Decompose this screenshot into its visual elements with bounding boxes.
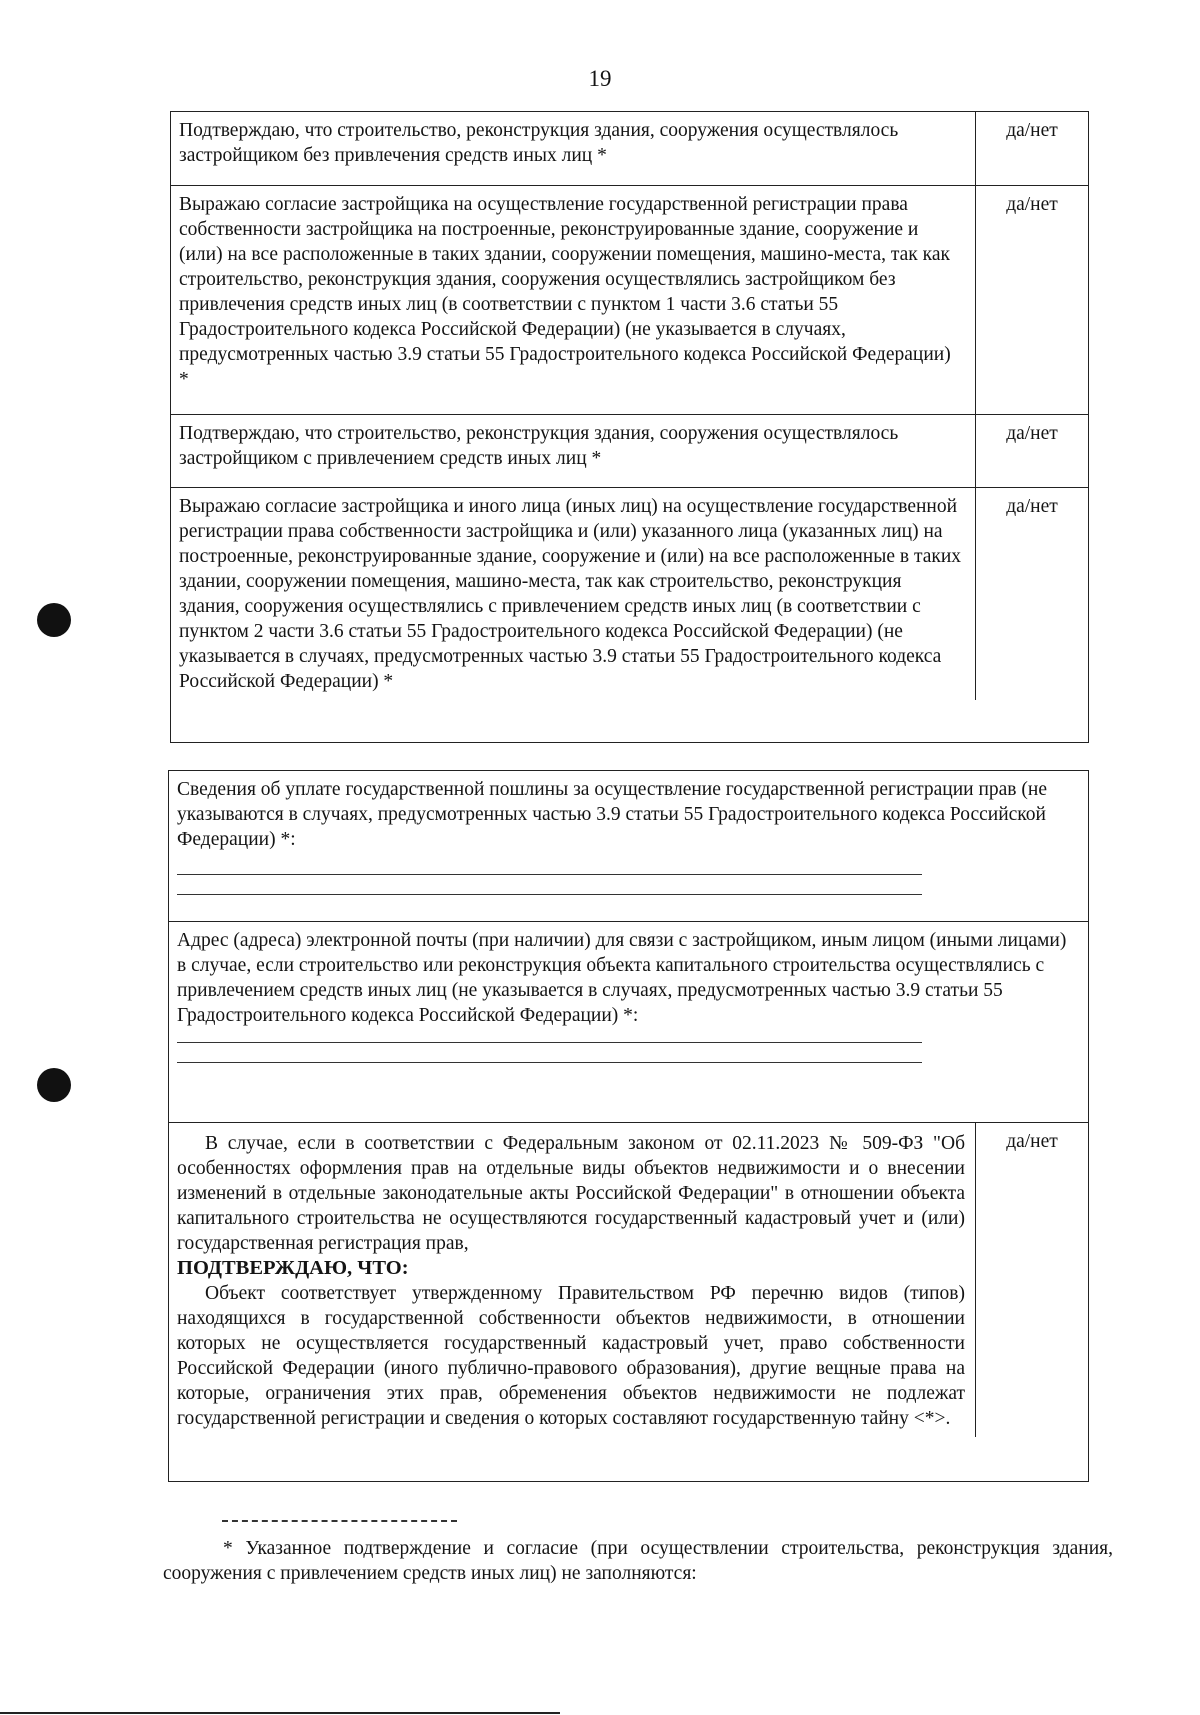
details-table bbox=[168, 770, 1089, 1482]
confirmation-table bbox=[170, 111, 1089, 743]
table-row bbox=[171, 414, 1088, 487]
law-statement-cell bbox=[169, 1123, 975, 1437]
scan-edge-line bbox=[0, 1712, 560, 1714]
object-paragraph: Объект соответствует утвержденному Правительством РФ перечню видов (типов) находящихся в государственной собственности объектов недвижимости, в отношении которых не осуществляется государственный кадастровый учет, право собственности Российской Федерации (иного публично-правового образования), другие вещные права на которые, ограничения этих прав, обременения объектов недвижимости не подлежат государственной регистрации и сведения о которых составляют государственную тайну <*>. bbox=[177, 1283, 965, 1429]
yes-no-field[interactable]: да/нет bbox=[975, 186, 1088, 414]
statement-cell: Подтверждаю, что строительство, реконструкция здания, сооружения осуществлялось застройщиком без привлечения средств иных лиц * bbox=[179, 120, 899, 166]
table-row bbox=[171, 112, 1088, 185]
law-row bbox=[169, 1122, 1088, 1437]
email-input-line[interactable] bbox=[177, 1042, 922, 1043]
law-paragraph: В случае, если в соответствии с Федеральным законом от 02.11.2023 № 509-ФЗ "Об особенностях оформления прав на отдельные виды объектов недвижимости и о внесении изменений в отдельные законодательные акты Российской Федерации" в отношении объекта капитального строительства не осуществляются государственный кадастровый учет и (или) государственная регистрация прав, bbox=[177, 1133, 965, 1254]
yes-no-field[interactable]: да/нет bbox=[975, 415, 1088, 487]
statement-cell: Подтверждаю, что строительство, реконструкция здания, сооружения осуществлялось застройщиком с привлечением средств иных лиц * bbox=[179, 423, 899, 469]
fee-label: Сведения об уплате государственной пошлины за осуществление государственной регистрации прав (не указываются в случаях, предусмотренных частью 3.9 статьи 55 Градостроительного кодекса Российской Федерации) *: bbox=[177, 779, 1047, 850]
footnote: * Указанное подтверждение и согласие (при осуществлении строительства, реконструкция здания, сооружения с привлечением средств иных лиц) не заполняются: bbox=[163, 1538, 1113, 1584]
fee-row bbox=[169, 771, 1088, 921]
table-row bbox=[171, 185, 1088, 414]
page-number: 19 bbox=[588, 66, 612, 91]
email-input-line[interactable] bbox=[177, 1062, 922, 1063]
hole-punch-mark bbox=[37, 1068, 71, 1102]
footnote-divider bbox=[222, 1520, 457, 1522]
email-label: Адрес (адреса) электронной почты (при наличии) для связи с застройщиком, иным лицом (иными лицами) в случае, если строительство или реконструкция объекта капитального строительства осуществлялись с привлечением средств иных лиц (не указывается в случаях, предусмотренных частью 3.9 статьи 55 Градостроительного кодекса Российской Федерации) *: bbox=[177, 930, 1067, 1026]
confirm-heading: ПОДТВЕРЖДАЮ, ЧТО: bbox=[177, 1257, 409, 1279]
yes-no-field[interactable]: да/нет bbox=[975, 1123, 1088, 1437]
statement-cell: Выражаю согласие застройщика и иного лица (иных лиц) на осуществление государственной регистрации права собственности застройщика и (или) указанного лица (указанных лиц) на построенные, реконструированные здание, сооружение и (или) на все расположенные в таких здании, сооружении помещения, машино-места, так как строительство, реконструкция здания, сооружения осуществлялись с привлечением средств иных лиц (в соответствии с пунктом 2 части 3.6 статьи 55 Градостроительного кодекса Российской Федерации) (не указывается в случаях, предусмотренных частью 3.9 статьи 55 Градостроительного кодекса Российской Федерации) * bbox=[179, 496, 962, 692]
statement-cell: Выражаю согласие застройщика на осуществление государственной регистрации права собственности застройщика на построенные, реконструированные здание, сооружение и (или) на все расположенные в таких здании, сооружении помещения, машино-места, так как строительство, реконструкция здания, сооружения осуществлялись застройщиком без привлечения средств иных лиц (в соответствии с пунктом 1 части 3.6 статьи 55 Градостроительного кодекса Российской Федерации) (не указывается в случаях, предусмотренных частью 3.9 статьи 55 Градостроительного кодекса Российской Федерации) * bbox=[179, 194, 951, 390]
email-row bbox=[169, 921, 1088, 1122]
table-row bbox=[171, 487, 1088, 700]
fee-input-line[interactable] bbox=[177, 874, 922, 875]
yes-no-field[interactable]: да/нет bbox=[975, 488, 1088, 700]
fee-input-line[interactable] bbox=[177, 894, 922, 895]
yes-no-field[interactable]: да/нет bbox=[975, 112, 1088, 185]
hole-punch-mark bbox=[37, 603, 71, 637]
